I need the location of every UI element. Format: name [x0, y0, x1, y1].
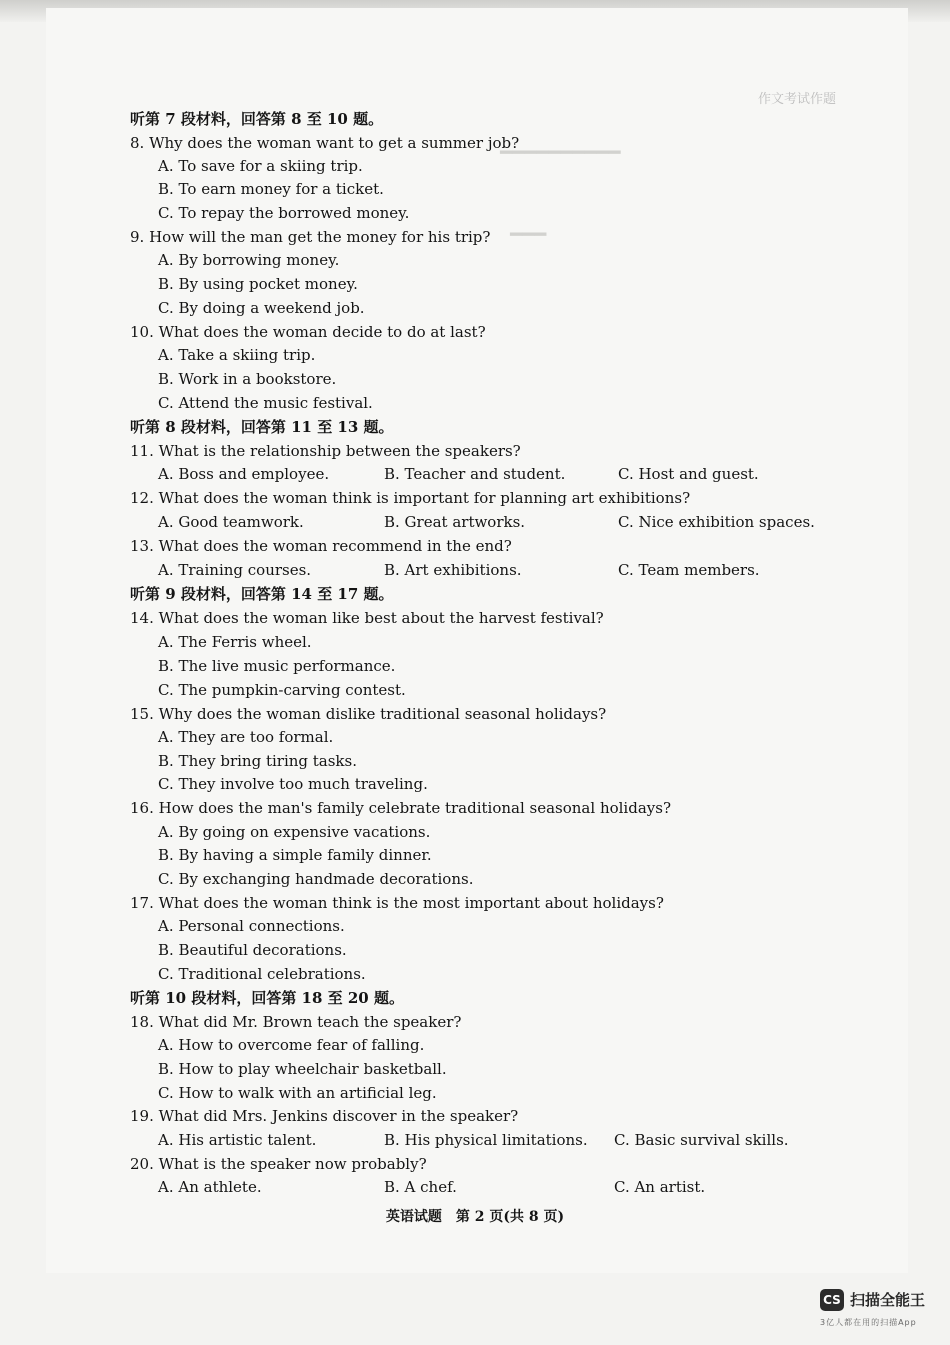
options-row-13 — [0, 558, 950, 582]
option-8c: C. To repay the borrowed money. — [158, 204, 410, 222]
section-heading-8: 听第 8 段材料，回答第 11 至 13 题。 — [130, 418, 394, 436]
question-9: 9. How will the man get the money for his trip? — [130, 228, 491, 246]
option-18b: B. How to play wheelchair basketball. — [158, 1060, 447, 1078]
option-20a: A. An athlete. — [158, 1178, 262, 1196]
option-13c: C. Team members. — [618, 561, 760, 579]
option-19b: B. His physical limitations. — [384, 1131, 588, 1149]
options-row-12 — [0, 510, 950, 534]
option-18a: A. How to overcome fear of falling. — [158, 1036, 425, 1054]
option-12b: B. Great artworks. — [384, 513, 526, 531]
option-18c: C. How to walk with an artificial leg. — [158, 1084, 437, 1102]
options-row-19 — [0, 1128, 950, 1152]
options-row-11 — [0, 462, 950, 486]
option-13b: B. Art exhibitions. — [384, 561, 522, 579]
watermark-tagline: 3亿人都在用的扫描App — [820, 1318, 917, 1327]
option-10a: A. Take a skiing trip. — [158, 346, 316, 364]
section-heading-9: 听第 9 段材料，回答第 14 至 17 题。 — [130, 585, 394, 603]
option-15a: A. They are too formal. — [158, 728, 334, 746]
option-17a: A. Personal connections. — [158, 917, 345, 935]
option-19c: C. Basic survival skills. — [614, 1131, 789, 1149]
question-15: 15. Why does the woman dislike traditional seasonal holidays? — [130, 705, 607, 723]
question-8: 8. Why does the woman want to get a summer job? — [130, 134, 520, 152]
option-10c: C. Attend the music festival. — [158, 394, 373, 412]
option-17c: C. Traditional celebrations. — [158, 965, 366, 983]
option-9c: C. By doing a weekend job. — [158, 299, 365, 317]
option-12a: A. Good teamwork. — [158, 513, 304, 531]
section-heading-10: 听第 10 段材料，回答第 18 至 20 题。 — [130, 989, 404, 1007]
question-16: 16. How does the man's family celebrate traditional seasonal holidays? — [130, 799, 671, 817]
option-19a: A. His artistic talent. — [158, 1131, 317, 1149]
option-14a: A. The Ferris wheel. — [158, 633, 312, 651]
option-9b: B. By using pocket money. — [158, 275, 358, 293]
question-19: 19. What did Mrs. Jenkins discover in the speaker? — [130, 1107, 519, 1125]
question-18: 18. What did Mr. Brown teach the speaker? — [130, 1013, 462, 1031]
option-16a: A. By going on expensive vacations. — [158, 823, 431, 841]
options-row-20 — [0, 1175, 950, 1199]
question-17: 17. What does the woman think is the most important about holidays? — [130, 894, 664, 912]
camscanner-logo-icon: CS — [820, 1289, 844, 1311]
option-14c: C. The pumpkin-carving contest. — [158, 681, 406, 699]
question-10: 10. What does the woman decide to do at last? — [130, 323, 486, 341]
option-8b: B. To earn money for a ticket. — [158, 180, 384, 198]
option-17b: B. Beautiful decorations. — [158, 941, 347, 959]
option-15c: C. They involve too much traveling. — [158, 775, 428, 793]
question-20: 20. What is the speaker now probably? — [130, 1155, 427, 1173]
question-13: 13. What does the woman recommend in the end? — [130, 537, 512, 555]
watermark-app-name: 扫描全能王 — [850, 1291, 926, 1309]
option-16b: B. By having a simple family dinner. — [158, 846, 432, 864]
option-15b: B. They bring tiring tasks. — [158, 752, 357, 770]
option-9a: A. By borrowing money. — [158, 251, 340, 269]
option-20b: B. A chef. — [384, 1178, 457, 1196]
option-11a: A. Boss and employee. — [158, 465, 330, 483]
page-footer: 英语试题 第 2 页(共 8 页) — [385, 1209, 565, 1225]
bleed-through-heading: ━━━ — [510, 222, 547, 246]
option-20c: C. An artist. — [614, 1178, 706, 1196]
question-11: 11. What is the relationship between the speakers? — [130, 442, 521, 460]
option-8a: A. To save for a skiing trip. — [158, 157, 363, 175]
option-11b: B. Teacher and student. — [384, 465, 566, 483]
option-10b: B. Work in a bookstore. — [158, 370, 337, 388]
question-14: 14. What does the woman like best about the harvest festival? — [130, 609, 604, 627]
option-12c: C. Nice exhibition spaces. — [618, 513, 815, 531]
header-note: 作文考试作题 — [758, 92, 837, 107]
scanner-watermark — [820, 1289, 930, 1339]
option-11c: C. Host and guest. — [618, 465, 759, 483]
bleed-through-title: ━━━━━━━━━━ — [500, 140, 621, 164]
option-16c: C. By exchanging handmade decorations. — [158, 870, 474, 888]
question-12: 12. What does the woman think is important for planning art exhibitions? — [130, 489, 691, 507]
option-13a: A. Training courses. — [158, 561, 312, 579]
section-heading-7: 听第 7 段材料，回答第 8 至 10 题。 — [130, 110, 384, 128]
option-14b: B. The live music performance. — [158, 657, 396, 675]
